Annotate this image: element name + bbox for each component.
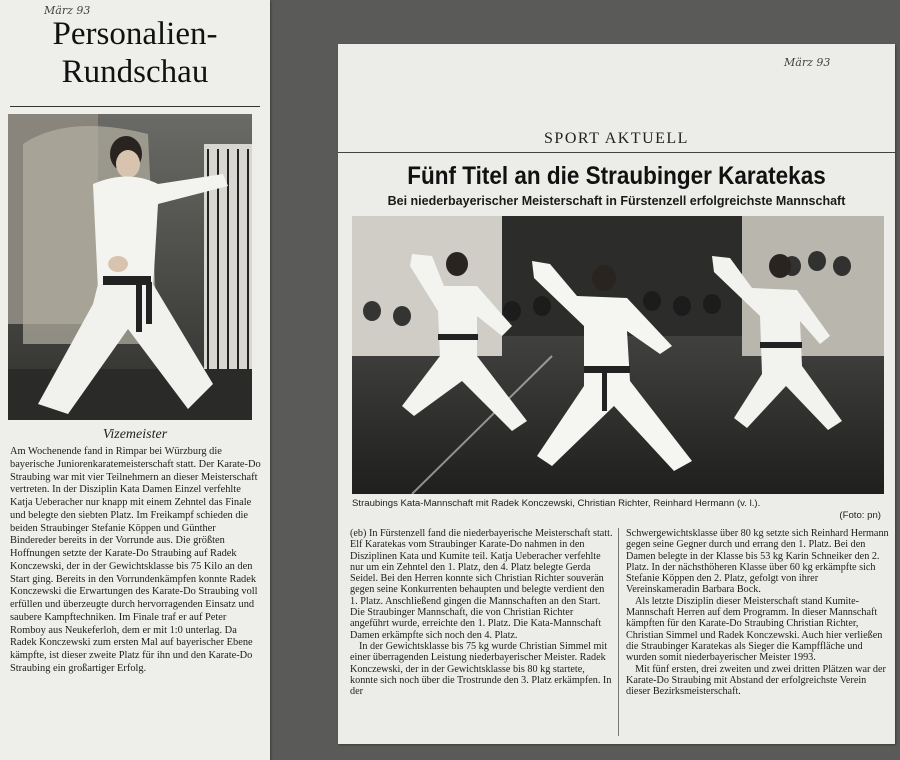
headline: Fünf Titel an die Straubinger Karatekas xyxy=(407,162,826,190)
column2-paragraph: Mit fünf ersten, drei zweiten und zwei dritten Plätzen war der Karate-Do Straubing mit Abstand der erfolgreichste Verein dieser Bezirksmeisterschaft. xyxy=(626,663,886,698)
section-title: SPORT AKTUELL xyxy=(544,130,689,147)
article-column-1 xyxy=(350,528,614,697)
right-clipping xyxy=(338,44,895,744)
section-rule xyxy=(338,152,895,153)
left-clipping xyxy=(0,0,270,760)
article-body: Am Wochenende fand in Rimpar bei Würzburg die bayerische Juniorenkaratemeisterschaft statt. Der Karate-Do Straubing war mit vier Teilnehmern an dieser Meisterschaft vertreten. In der Disziplin Kata Damen Einzel verfehlte Katja Ueberacher nur knapp mit einem Zehntel das Finale und belegte den siebten Platz. Im Freikampf schieden die beiden Straubinger Stefanie Köppen und Günther Bindereder bereits in der Vorrunde aus. Die größten Hoffnungen setzte der Karate-Do Straubing auf Radek Konczewski, der in der Gewichtsklasse bis 75 Kilo an den Start ging. Bereits in den Vorrundenkämpfen konnte Radek Konczewski die Erwartungen des Karate-Do Straubing voll erfüllen und überzeugte durch hervorragenden Einsatz und saubere Kampftechniken. Im Finale traf er auf Peter Romboy aus Neukeferloh, dem er mit 1:0 unterlag. Da Radek Konczewski zum ersten Mal auf bayerischer Ebene kämpfte, ist dieser zweite Platz für ihn und den Karate-Do Straubing ein großartiger Erfolg. xyxy=(10,446,261,674)
subheadline: Bei niederbayerischer Meisterschaft in Fürstenzell erfolgreichste Mannschaft xyxy=(387,194,846,208)
column-divider xyxy=(618,528,619,736)
title-rule xyxy=(10,106,260,107)
subheading: Vizemeister xyxy=(102,427,168,442)
handwritten-date-right: März 93 xyxy=(784,56,831,69)
column1-paragraph: In der Gewichtsklasse bis 75 kg wurde Christian Simmel mit einer überragenden Leistung niederbayerischer Meister. Radek Konczewski, der in der Gewichtsklasse bis 80 kg startete, konnte sich noch über die Trostrunde den 3. Platz erkämpfen. In der xyxy=(350,640,612,698)
handwritten-date-left: März 93 xyxy=(44,4,91,17)
karateka-photo-graphic xyxy=(8,114,252,420)
team-photo-graphic xyxy=(352,216,884,494)
photo-credit: (Foto: pn) xyxy=(839,510,881,521)
team-photo xyxy=(352,216,884,494)
title-line1: Personalien- xyxy=(52,16,218,52)
karateka-photo xyxy=(8,114,252,420)
article-column-2 xyxy=(626,528,890,697)
photo-caption: Straubings Kata-Mannschaft mit Radek Konczewski, Christian Richter, Reinhard Hermann (v. l.). xyxy=(352,498,761,509)
title-line2: Rundschau xyxy=(61,54,209,90)
column1-paragraph: (eb) In Fürstenzell fand die niederbayerische Meisterschaft statt. Elf Karatekas vom Straubinger Karate-Do nahmen in den Disziplinen Kata und Kumite teil. Katja Ueberacher verfehlte nur um ein Zehntel den 1. Platz, den 4. Platz belegte Gerda Seidel. Bei den Herren konnte sich Christian Richter souverän gegen seine Konkurrenten behaupten und belegte verdient den 1. Platz. Anschließend gingen die Mannschaften an den Start. Die Straubinger Mannschaft, die von Christian Richter angeführt wurde, erreichte den 1. Platz. Die Kata-Mannschaft Damen erkämpfte sich noch den 4. Platz. xyxy=(350,528,613,641)
column2-paragraph: Als letzte Disziplin dieser Meisterschaft stand Kumite-Mannschaft Herren auf dem Programm. In dieser Mannschaft kämpften für den Karate-Do Straubing Christian Richter, Christian Simmel und Radek Konczewski. Auch hier verließen die Straubinger Karatekas als Sieger die Kampffläche und wurden somit niederbayerischer Meister 1993. xyxy=(626,595,883,664)
column2-paragraph: Schwergewichtsklasse über 80 kg setzte sich Reinhard Hermann gegen seine Gegner durch und errang den 1. Platz. Bei den Damen belegte in der Klasse bis 53 kg Karin Schneiker den 2. Platz. In der nächsthöheren Klasse über 60 kg erkämpfte sich Stefanie Köppen den 2. Platz, gefolgt von ihrer Vereinskameradin Barbara Bock. xyxy=(626,528,889,596)
